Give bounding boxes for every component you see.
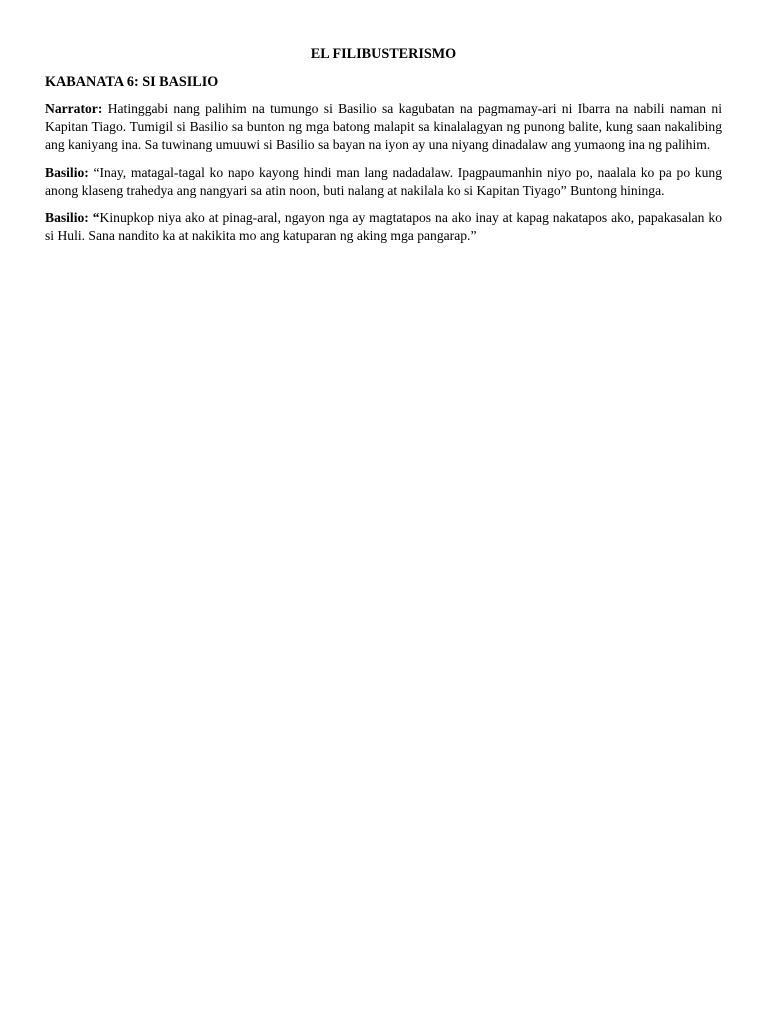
paragraph-text: Hatinggabi nang palihim na tumungo si Basilio sa kagubatan na pagmamay-ari ni Ibarra na nabili naman ni Kapitan Tiago. Tumigil si Basilio sa bunton ng mga batong malapit sa kinalalagyan ng punong balite, kung saan nakalibing ang kaniyang ina. Sa tuwinang umuuwi si Basilio sa bayan na iyon ay una niyang dinadalaw ang yumaong ina ng palihim. <box>45 101 722 153</box>
speaker-label: Basilio: “ <box>45 210 100 226</box>
speaker-label: Basilio: <box>45 164 89 180</box>
speaker-label: Narrator: <box>45 101 103 116</box>
basilio-paragraph-1 <box>45 164 722 200</box>
paragraph-text: “Inay, matagal-tagal ko napo kayong hindi man lang nadadalaw. Ipagpaumanhin niyo po, naalala ko pa po kung anong klaseng trahedya ang nangyari sa atin noon, buti nalang at nakilala ko si Kapitan Tiyago” Buntong hininga. <box>45 164 722 198</box>
document-title: EL FILIBUSTERISMO <box>310 46 457 62</box>
paragraph-text: Kinupkop niya ako at pinag-aral, ngayon nga ay magtatapos na ako inay at kapag nakatapos ako, papakasalan ko si Huli. Sana nandito ka at nakikita mo ang katuparan ng aking mga pangarap.” <box>45 210 722 244</box>
chapter-heading: KABANATA 6: SI BASILIO <box>45 74 219 90</box>
narrator-paragraph <box>45 100 722 155</box>
basilio-paragraph-2 <box>45 209 722 245</box>
